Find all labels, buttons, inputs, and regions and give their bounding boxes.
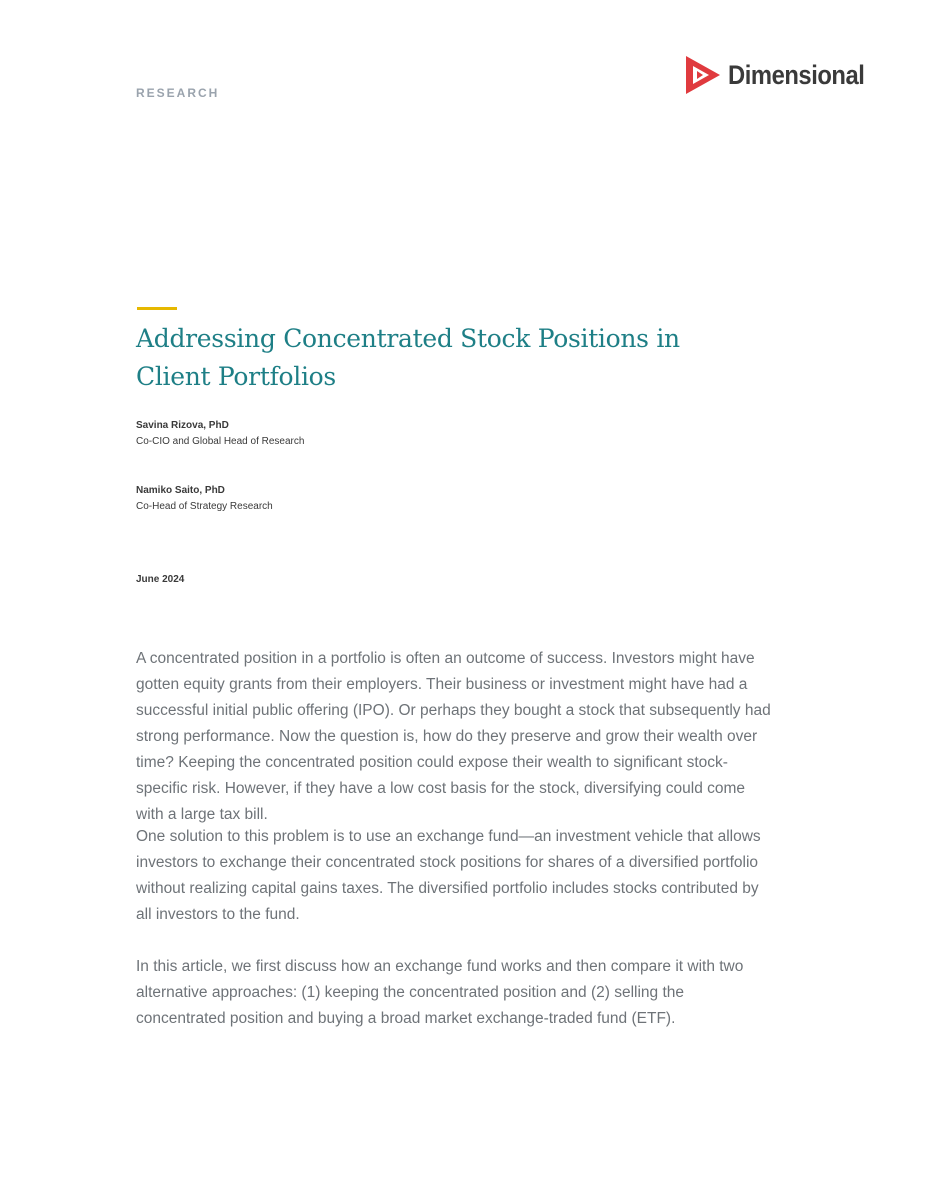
brand-logo (684, 54, 883, 96)
section-label: RESEARCH (136, 86, 220, 100)
author-block (136, 418, 304, 450)
publication-date: June 2024 (136, 574, 185, 585)
dimensional-logo-icon (684, 54, 722, 96)
body-paragraph: A concentrated position in a portfolio is often an outcome of success. Investors might have gotten equity grants from their employers. Their business or investment might have had a successful initial public offering (IPO). Or perhaps they bought a stock that subsequently had strong performance. Now the question is, how do they preserve and grow their wealth over time? Keeping the concentrated position could expose their wealth to significant stock-specific risk. However, if they have a low cost basis for the stock, diversifying could come with a large tax bill. (136, 650, 771, 823)
body-paragraph: One solution to this problem is to use an exchange fund—an investment vehicle that allows investors to exchange their concentrated stock positions for shares of a diversified portfolio without realizing capital gains taxes. The diversified portfolio includes stocks contributed by all investors to the fund. (136, 828, 761, 923)
title-accent-rule (137, 307, 177, 310)
author-name: Namiko Saito, PhD (136, 485, 225, 496)
author-role: Co-CIO and Global Head of Research (136, 436, 305, 447)
author-name: Savina Rizova, PhD (136, 420, 229, 431)
brand-name: Dimensional (728, 59, 865, 90)
body-paragraph: In this article, we first discuss how an exchange fund works and then compare it with two alternative approaches: (1) keeping the concentrated position and (2) selling the concentrated position and buying a broad market exchange-traded fund (ETF). (136, 958, 744, 1027)
document-title: Addressing Concentrated Stock Positions in Client Portfolios (136, 324, 680, 391)
author-role: Co-Head of Strategy Research (136, 501, 273, 512)
author-block (136, 483, 273, 515)
